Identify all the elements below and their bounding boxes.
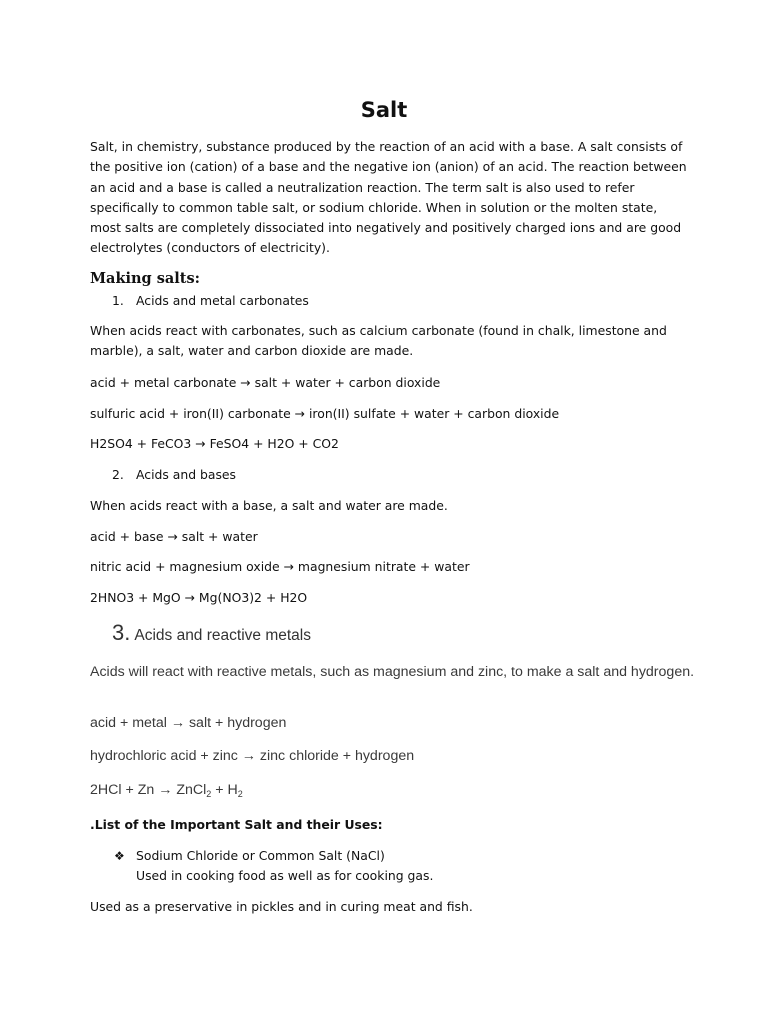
list-item-use: Used in cooking food as well as for cooking gas.: [136, 868, 434, 883]
list-heading: .List of the Important Salt and their Uses:: [90, 817, 383, 832]
section-2-number: 2.: [112, 467, 124, 482]
section-3-heading: [112, 620, 311, 646]
section-3-number: 3.: [112, 620, 131, 645]
section-2-text: When acids react with a base, a salt and water are made.: [90, 498, 448, 513]
section-1-title: Acids and metal carbonates: [136, 293, 309, 308]
making-salts-heading: Making salts:: [90, 270, 201, 287]
section-3-text: Acids will react with reactive metals, such as magnesium and zinc, to make a salt and hydrogen.: [90, 664, 695, 680]
page-title: Salt: [360, 98, 408, 122]
section-2-equation-formula: 2HNO3 + MgO → Mg(NO3)2 + H2O: [90, 590, 308, 605]
final-line: Used as a preservative in pickles and in curing meat and fish.: [90, 899, 473, 914]
section-3-equation-formula: 2HCl + Zn → ZnCl$_2$ + $H_2$: [90, 782, 243, 799]
section-1-text: When acids react with carbonates, such as calcium carbonate (found in chalk, limestone and marble), a salt, water and carbon dioxide are made.: [90, 323, 667, 359]
diamond-bullet-icon: ❖: [114, 849, 125, 863]
section-3-equation-example: hydrochloric acid + zinc → zinc chloride + hydrogen: [90, 748, 415, 764]
section-2-equation-example: nitric acid + magnesium oxide → magnesium nitrate + water: [90, 559, 470, 574]
section-1-equation-example: sulfuric acid + iron(II) carbonate → iron(II) sulfate + water + carbon dioxide: [90, 406, 560, 421]
section-2-equation-word: acid + base → salt + water: [90, 529, 258, 544]
section-3-equation-word: acid + metal → salt + hydrogen: [90, 715, 287, 731]
list-item-sodium-chloride: Sodium Chloride or Common Salt (NaCl): [136, 848, 385, 863]
section-1-number: 1.: [112, 293, 124, 308]
section-3-title: Acids and reactive metals: [134, 627, 311, 644]
intro-paragraph: Salt, in chemistry, substance produced by the reaction of an acid with a base. A salt consists of the positive ion (cation) of a base and the negative ion (anion) of an acid. The reaction between an acid and a base is called a neutralization reaction. The term salt is also used to refer specifically to common table salt, or sodium chloride. When in solution or the molten state, most salts are completely dissociated into negatively and positively charged ions and are good electrolytes (conductors of electricity).: [90, 139, 687, 256]
section-1-equation-word: acid + metal carbonate → salt + water + carbon dioxide: [90, 375, 441, 390]
section-2-title: Acids and bases: [136, 467, 237, 482]
section-1-equation-formula: H2SO4 + FeCO3 → FeSO4 + H2O + CO2: [90, 436, 339, 451]
section-1-heading: [112, 291, 309, 311]
section-2-heading: [112, 465, 236, 485]
